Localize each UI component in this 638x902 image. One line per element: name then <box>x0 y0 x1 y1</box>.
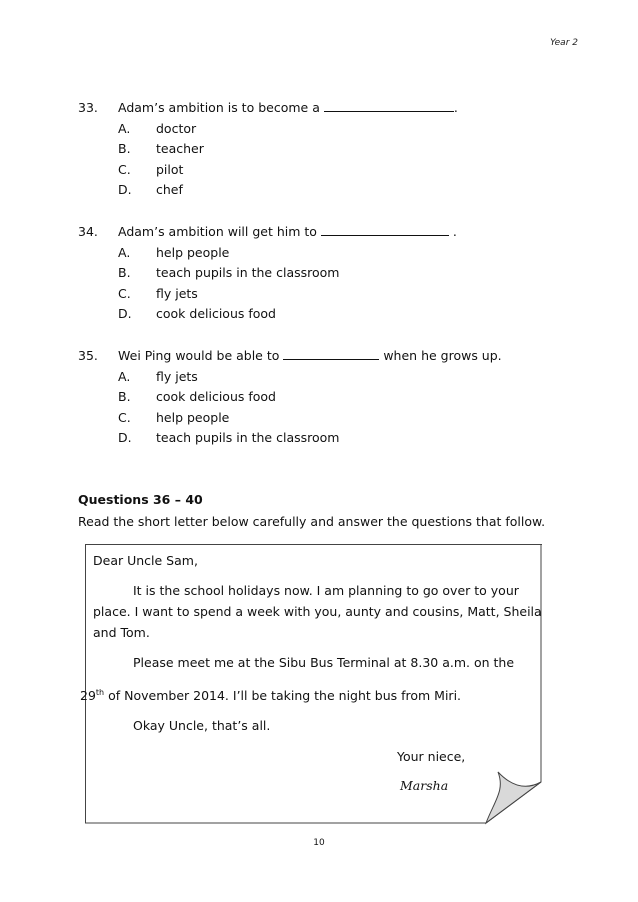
stem-after: . <box>453 100 458 115</box>
option-text: fly jets <box>156 369 198 384</box>
option-letter: B. <box>118 389 131 404</box>
option-text: fly jets <box>156 286 198 301</box>
option-letter: B. <box>118 141 131 156</box>
option-text: teach pupils in the classroom <box>156 265 340 280</box>
option-letter: D. <box>118 430 132 445</box>
option-text: cook delicious food <box>156 389 276 404</box>
stem-before: Adam’s ambition is to become a <box>118 100 324 115</box>
letter-paragraph-1-line-3: and Tom. <box>93 625 150 640</box>
letter-paragraph-2-line-1: Please meet me at the Sibu Bus Terminal at 8.30 a.m. on the <box>133 655 515 670</box>
letter-paragraph-2-line-2 <box>80 688 461 703</box>
question-number: 35. <box>78 348 98 363</box>
option-letter: A. <box>118 369 131 384</box>
letter-paragraph-1-line-1: It is the school holidays now. I am planning to go over to your <box>133 583 519 598</box>
option-letter: C. <box>118 162 131 177</box>
option-text: chef <box>156 182 183 197</box>
stem-after: . <box>448 224 457 239</box>
stem-before: Adam’s ambition will get him to <box>118 224 321 239</box>
option-text: teach pupils in the classroom <box>156 430 340 445</box>
option-text: help people <box>156 410 230 425</box>
date-ordinal: th <box>95 688 105 697</box>
letter-closing: Your niece, <box>397 749 466 764</box>
stem-before: Wei Ping would be able to <box>118 348 284 363</box>
option-letter: A. <box>118 121 131 136</box>
option-letter: D. <box>118 306 132 321</box>
letter-signature: Marsha <box>400 778 449 793</box>
header-year-label: Year 2 <box>550 38 578 48</box>
option-letter: A. <box>118 245 131 260</box>
option-letter: C. <box>118 286 131 301</box>
option-text: cook delicious food <box>156 306 276 321</box>
section-instruction: Read the short letter below carefully and answer the questions that follow. <box>78 514 546 529</box>
letter-paragraph-3: Okay Uncle, that’s all. <box>133 718 271 733</box>
option-text: teacher <box>156 141 204 156</box>
option-text: pilot <box>156 162 184 177</box>
stem-after: when he grows up. <box>379 348 502 363</box>
letter-paragraph-1-line-2: place. I want to spend a week with you, aunty and cousins, Matt, Sheila <box>93 604 542 619</box>
option-letter: C. <box>118 410 131 425</box>
option-letter: D. <box>118 182 132 197</box>
question-number: 33. <box>78 100 98 115</box>
question-number: 34. <box>78 224 98 239</box>
section-title: Questions 36 – 40 <box>78 492 203 507</box>
page-number: 10 <box>313 838 325 848</box>
option-text: doctor <box>156 121 197 136</box>
date-day: 29 <box>80 688 96 704</box>
letter-salutation: Dear Uncle Sam, <box>93 553 198 568</box>
option-letter: B. <box>118 265 131 280</box>
option-text: help people <box>156 245 230 260</box>
date-rest: of November 2014. I’ll be taking the night bus from Miri. <box>104 688 462 704</box>
